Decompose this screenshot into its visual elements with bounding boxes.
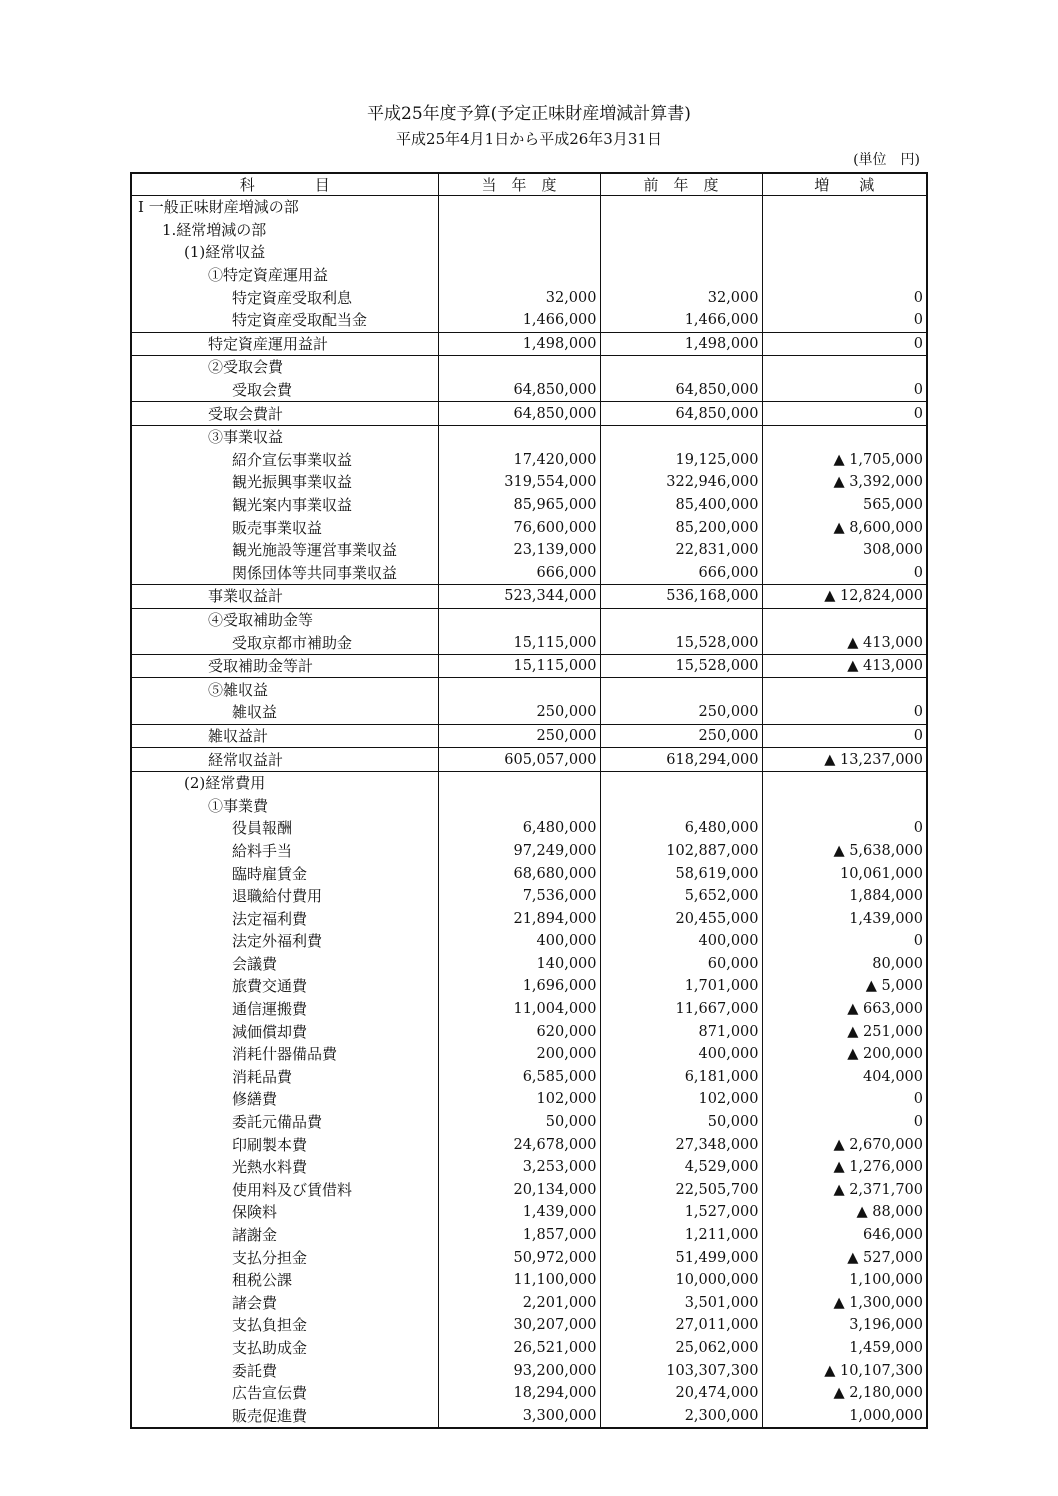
table-row [131, 1156, 927, 1179]
table-row [131, 1111, 927, 1134]
cell-previous-year: 20,455,000 [600, 907, 762, 930]
table-row [131, 539, 927, 562]
cell-change: 1,000,000 [762, 1404, 927, 1428]
cell-change: 0 [762, 930, 927, 953]
row-label: ③事業収益 [131, 425, 438, 448]
table-row [131, 494, 927, 517]
cell-current-year: 85,965,000 [438, 494, 600, 517]
row-label: 観光案内事業収益 [131, 494, 438, 517]
table-row [131, 840, 927, 863]
cell-previous-year: 103,307,300 [600, 1359, 762, 1382]
cell-current-year [438, 196, 600, 219]
table-row [131, 608, 927, 631]
cell-previous-year [600, 678, 762, 701]
cell-change: ▲ 2,371,700 [762, 1179, 927, 1202]
cell-current-year: 250,000 [438, 701, 600, 724]
row-label: ②受取会費 [131, 356, 438, 379]
cell-current-year: 102,000 [438, 1088, 600, 1111]
table-row [131, 794, 927, 817]
cell-previous-year [600, 241, 762, 264]
row-label: 支払分担金 [131, 1246, 438, 1269]
cell-previous-year: 1,527,000 [600, 1201, 762, 1224]
unit-note: (単位 円) [853, 152, 920, 168]
row-label: 給料手当 [131, 840, 438, 863]
row-label: 会議費 [131, 953, 438, 976]
table-row [131, 516, 927, 539]
row-label: 支払負担金 [131, 1314, 438, 1337]
table-row [131, 975, 927, 998]
row-label: 租税公課 [131, 1269, 438, 1292]
cell-current-year: 620,000 [438, 1020, 600, 1043]
row-label: 雑収益 [131, 701, 438, 724]
cell-current-year: 26,521,000 [438, 1337, 600, 1360]
cell-previous-year: 6,480,000 [600, 817, 762, 840]
cell-current-year: 20,134,000 [438, 1179, 600, 1202]
cell-change: 0 [762, 1111, 927, 1134]
cell-previous-year: 22,505,700 [600, 1179, 762, 1202]
table-row [131, 264, 927, 287]
cell-previous-year: 22,831,000 [600, 539, 762, 562]
cell-current-year [438, 608, 600, 631]
cell-change: ▲ 200,000 [762, 1043, 927, 1066]
table-row [131, 1020, 927, 1043]
cell-previous-year: 20,474,000 [600, 1382, 762, 1405]
column-header-subject: 科 目 [131, 173, 438, 196]
cell-previous-year: 400,000 [600, 1043, 762, 1066]
cell-change [762, 608, 927, 631]
cell-change: ▲ 88,000 [762, 1201, 927, 1224]
table-row [131, 1404, 927, 1428]
cell-current-year [438, 771, 600, 794]
column-header-change: 増 減 [762, 173, 927, 196]
cell-change: 1,100,000 [762, 1269, 927, 1292]
cell-previous-year: 250,000 [600, 701, 762, 724]
cell-previous-year: 618,294,000 [600, 748, 762, 772]
cell-previous-year: 871,000 [600, 1020, 762, 1043]
cell-previous-year: 2,300,000 [600, 1404, 762, 1428]
cell-change: 10,061,000 [762, 862, 927, 885]
row-label: 保険料 [131, 1201, 438, 1224]
table-row [131, 309, 927, 332]
cell-current-year: 1,696,000 [438, 975, 600, 998]
cell-change: ▲ 413,000 [762, 654, 927, 678]
row-label: Ⅰ 一般正味財産増減の部 [131, 196, 438, 219]
cell-change [762, 219, 927, 242]
row-label: 広告宣伝費 [131, 1382, 438, 1405]
cell-current-year: 250,000 [438, 724, 600, 748]
cell-current-year: 11,004,000 [438, 998, 600, 1021]
column-header-current-year: 当 年 度 [438, 173, 600, 196]
document-title: 平成25年度予算(予定正味財産増減計算書) [367, 104, 691, 124]
cell-change: 1,884,000 [762, 885, 927, 908]
row-label: 受取補助金等計 [131, 654, 438, 678]
cell-previous-year: 250,000 [600, 724, 762, 748]
cell-change: ▲ 13,237,000 [762, 748, 927, 772]
cell-change: ▲ 1,276,000 [762, 1156, 927, 1179]
row-label: ⑤雑収益 [131, 678, 438, 701]
row-label: 旅費交通費 [131, 975, 438, 998]
row-label: 減価償却費 [131, 1020, 438, 1043]
cell-change: ▲ 2,180,000 [762, 1382, 927, 1405]
table-row [131, 1269, 927, 1292]
cell-current-year: 2,201,000 [438, 1292, 600, 1315]
cell-current-year: 140,000 [438, 953, 600, 976]
row-label: 販売促進費 [131, 1404, 438, 1428]
cell-previous-year [600, 794, 762, 817]
row-label: 経常収益計 [131, 748, 438, 772]
fiscal-period: 平成25年4月1日から平成26年3月31日 [396, 130, 662, 148]
cell-previous-year: 5,652,000 [600, 885, 762, 908]
cell-current-year: 97,249,000 [438, 840, 600, 863]
table-row [131, 930, 927, 953]
cell-current-year: 50,000 [438, 1111, 600, 1134]
cell-previous-year: 15,528,000 [600, 654, 762, 678]
cell-previous-year: 27,011,000 [600, 1314, 762, 1337]
table-row-total [131, 402, 927, 426]
cell-previous-year [600, 771, 762, 794]
cell-previous-year: 4,529,000 [600, 1156, 762, 1179]
cell-current-year: 11,100,000 [438, 1269, 600, 1292]
cell-previous-year: 19,125,000 [600, 449, 762, 472]
cell-change [762, 356, 927, 379]
table-header-row [131, 173, 927, 196]
cell-current-year: 3,253,000 [438, 1156, 600, 1179]
cell-previous-year: 1,498,000 [600, 332, 762, 356]
row-label: (1)経常収益 [131, 241, 438, 264]
cell-current-year: 400,000 [438, 930, 600, 953]
table-row-total [131, 654, 927, 678]
table-row-total [131, 585, 927, 609]
row-label: 使用料及び賃借料 [131, 1179, 438, 1202]
cell-current-year: 523,344,000 [438, 585, 600, 609]
table-row [131, 1043, 927, 1066]
cell-change: 0 [762, 309, 927, 332]
cell-current-year: 1,439,000 [438, 1201, 600, 1224]
table-row [131, 701, 927, 724]
column-header-previous-year: 前 年 度 [600, 173, 762, 196]
cell-current-year: 605,057,000 [438, 748, 600, 772]
table-row [131, 562, 927, 585]
row-label: 法定福利費 [131, 907, 438, 930]
cell-change: 0 [762, 1088, 927, 1111]
row-label: 受取会費計 [131, 402, 438, 426]
cell-change: ▲ 663,000 [762, 998, 927, 1021]
cell-previous-year: 15,528,000 [600, 631, 762, 654]
table-row [131, 1224, 927, 1247]
cell-previous-year: 50,000 [600, 1111, 762, 1134]
cell-change: 0 [762, 724, 927, 748]
cell-change: 0 [762, 701, 927, 724]
cell-change [762, 241, 927, 264]
table-row [131, 1201, 927, 1224]
cell-current-year: 93,200,000 [438, 1359, 600, 1382]
table-row [131, 907, 927, 930]
table-row [131, 1179, 927, 1202]
cell-change: 0 [762, 562, 927, 585]
cell-current-year: 1,857,000 [438, 1224, 600, 1247]
cell-current-year: 32,000 [438, 286, 600, 309]
cell-change: ▲ 1,705,000 [762, 449, 927, 472]
row-label: 諸謝金 [131, 1224, 438, 1247]
cell-change: 404,000 [762, 1066, 927, 1089]
cell-change: 1,459,000 [762, 1337, 927, 1360]
table-row [131, 449, 927, 472]
row-label: 委託元備品費 [131, 1111, 438, 1134]
table-row [131, 1246, 927, 1269]
cell-current-year [438, 794, 600, 817]
table-row [131, 1088, 927, 1111]
cell-change [762, 794, 927, 817]
cell-current-year: 21,894,000 [438, 907, 600, 930]
row-label: 観光振興事業収益 [131, 471, 438, 494]
cell-previous-year: 32,000 [600, 286, 762, 309]
cell-previous-year: 58,619,000 [600, 862, 762, 885]
row-label: 特定資産受取配当金 [131, 309, 438, 332]
row-label: 通信運搬費 [131, 998, 438, 1021]
table-row [131, 817, 927, 840]
cell-current-year: 6,480,000 [438, 817, 600, 840]
row-label: 役員報酬 [131, 817, 438, 840]
cell-current-year: 68,680,000 [438, 862, 600, 885]
table-row [131, 1066, 927, 1089]
cell-current-year: 18,294,000 [438, 1382, 600, 1405]
cell-current-year: 3,300,000 [438, 1404, 600, 1428]
cell-previous-year: 85,200,000 [600, 516, 762, 539]
table-row [131, 885, 927, 908]
row-label: 法定外福利費 [131, 930, 438, 953]
cell-current-year: 64,850,000 [438, 402, 600, 426]
cell-previous-year: 1,466,000 [600, 309, 762, 332]
cell-change: ▲ 3,392,000 [762, 471, 927, 494]
cell-previous-year: 3,501,000 [600, 1292, 762, 1315]
table-row [131, 1133, 927, 1156]
cell-previous-year [600, 264, 762, 287]
table-row [131, 631, 927, 654]
cell-previous-year: 536,168,000 [600, 585, 762, 609]
cell-current-year: 30,207,000 [438, 1314, 600, 1337]
table-row [131, 356, 927, 379]
cell-previous-year: 27,348,000 [600, 1133, 762, 1156]
row-label: 消耗什器備品費 [131, 1043, 438, 1066]
row-label: 委託費 [131, 1359, 438, 1382]
row-label: 退職給付費用 [131, 885, 438, 908]
cell-previous-year [600, 608, 762, 631]
cell-previous-year: 25,062,000 [600, 1337, 762, 1360]
cell-current-year [438, 678, 600, 701]
budget-table [130, 172, 928, 1429]
cell-previous-year: 1,211,000 [600, 1224, 762, 1247]
row-label: 支払助成金 [131, 1337, 438, 1360]
cell-change: 80,000 [762, 953, 927, 976]
row-label: 観光施設等運営事業収益 [131, 539, 438, 562]
cell-previous-year: 85,400,000 [600, 494, 762, 517]
cell-previous-year: 400,000 [600, 930, 762, 953]
cell-change: ▲ 5,638,000 [762, 840, 927, 863]
cell-previous-year [600, 425, 762, 448]
table-row [131, 219, 927, 242]
cell-current-year: 200,000 [438, 1043, 600, 1066]
cell-previous-year: 11,667,000 [600, 998, 762, 1021]
table-row [131, 471, 927, 494]
row-label: ①事業費 [131, 794, 438, 817]
cell-current-year [438, 241, 600, 264]
cell-change: ▲ 251,000 [762, 1020, 927, 1043]
cell-previous-year [600, 196, 762, 219]
table-row [131, 425, 927, 448]
cell-change: ▲ 1,300,000 [762, 1292, 927, 1315]
cell-previous-year: 64,850,000 [600, 379, 762, 402]
cell-previous-year: 60,000 [600, 953, 762, 976]
table-row [131, 862, 927, 885]
cell-current-year: 319,554,000 [438, 471, 600, 494]
row-label: 特定資産運用益計 [131, 332, 438, 356]
cell-current-year: 15,115,000 [438, 654, 600, 678]
cell-change: 0 [762, 379, 927, 402]
table-body [131, 196, 927, 1429]
cell-previous-year: 64,850,000 [600, 402, 762, 426]
table-row [131, 1314, 927, 1337]
cell-change: 3,196,000 [762, 1314, 927, 1337]
cell-change: 0 [762, 286, 927, 309]
row-label: 印刷製本費 [131, 1133, 438, 1156]
cell-change [762, 196, 927, 219]
cell-change: 565,000 [762, 494, 927, 517]
cell-change: 1,439,000 [762, 907, 927, 930]
table-row [131, 953, 927, 976]
table-row [131, 678, 927, 701]
table-row [131, 196, 927, 219]
cell-change [762, 678, 927, 701]
cell-current-year: 666,000 [438, 562, 600, 585]
row-label: ①特定資産運用益 [131, 264, 438, 287]
cell-change [762, 264, 927, 287]
cell-current-year [438, 356, 600, 379]
cell-current-year: 23,139,000 [438, 539, 600, 562]
table-row [131, 241, 927, 264]
row-label: 受取京都市補助金 [131, 631, 438, 654]
table-row [131, 1292, 927, 1315]
row-label: 関係団体等共同事業収益 [131, 562, 438, 585]
table-row [131, 771, 927, 794]
cell-current-year: 76,600,000 [438, 516, 600, 539]
cell-change [762, 771, 927, 794]
cell-previous-year: 51,499,000 [600, 1246, 762, 1269]
table-row [131, 379, 927, 402]
cell-change: ▲ 413,000 [762, 631, 927, 654]
table-row [131, 1337, 927, 1360]
cell-change: 646,000 [762, 1224, 927, 1247]
table-row [131, 998, 927, 1021]
row-label: 諸会費 [131, 1292, 438, 1315]
cell-current-year [438, 219, 600, 242]
cell-previous-year: 322,946,000 [600, 471, 762, 494]
cell-previous-year: 10,000,000 [600, 1269, 762, 1292]
row-label: ④受取補助金等 [131, 608, 438, 631]
row-label: 販売事業収益 [131, 516, 438, 539]
cell-current-year: 24,678,000 [438, 1133, 600, 1156]
cell-current-year: 7,536,000 [438, 885, 600, 908]
cell-previous-year: 666,000 [600, 562, 762, 585]
cell-current-year: 1,498,000 [438, 332, 600, 356]
cell-change: ▲ 12,824,000 [762, 585, 927, 609]
cell-change: 0 [762, 817, 927, 840]
cell-change [762, 425, 927, 448]
row-label: 消耗品費 [131, 1066, 438, 1089]
cell-current-year: 64,850,000 [438, 379, 600, 402]
table-row-total [131, 332, 927, 356]
cell-current-year: 17,420,000 [438, 449, 600, 472]
row-label: 1.経常増減の部 [131, 219, 438, 242]
cell-current-year [438, 425, 600, 448]
row-label: 受取会費 [131, 379, 438, 402]
table-row-total [131, 724, 927, 748]
cell-previous-year [600, 356, 762, 379]
cell-change: 308,000 [762, 539, 927, 562]
table-row [131, 1382, 927, 1405]
row-label: 事業収益計 [131, 585, 438, 609]
row-label: 臨時雇賃金 [131, 862, 438, 885]
cell-previous-year [600, 219, 762, 242]
cell-previous-year: 1,701,000 [600, 975, 762, 998]
row-label: 特定資産受取利息 [131, 286, 438, 309]
cell-change: ▲ 8,600,000 [762, 516, 927, 539]
row-label: 紹介宣伝事業収益 [131, 449, 438, 472]
cell-previous-year: 6,181,000 [600, 1066, 762, 1089]
table-row-total [131, 748, 927, 772]
cell-previous-year: 102,887,000 [600, 840, 762, 863]
row-label: 光熱水料費 [131, 1156, 438, 1179]
table-row [131, 286, 927, 309]
cell-change: 0 [762, 332, 927, 356]
cell-change: ▲ 10,107,300 [762, 1359, 927, 1382]
cell-current-year: 1,466,000 [438, 309, 600, 332]
cell-current-year: 6,585,000 [438, 1066, 600, 1089]
row-label: 雑収益計 [131, 724, 438, 748]
table-row [131, 1359, 927, 1382]
cell-current-year [438, 264, 600, 287]
cell-change: ▲ 2,670,000 [762, 1133, 927, 1156]
row-label: (2)経常費用 [131, 771, 438, 794]
cell-current-year: 15,115,000 [438, 631, 600, 654]
cell-change: 0 [762, 402, 927, 426]
cell-current-year: 50,972,000 [438, 1246, 600, 1269]
cell-previous-year: 102,000 [600, 1088, 762, 1111]
cell-change: ▲ 527,000 [762, 1246, 927, 1269]
row-label: 修繕費 [131, 1088, 438, 1111]
cell-change: ▲ 5,000 [762, 975, 927, 998]
